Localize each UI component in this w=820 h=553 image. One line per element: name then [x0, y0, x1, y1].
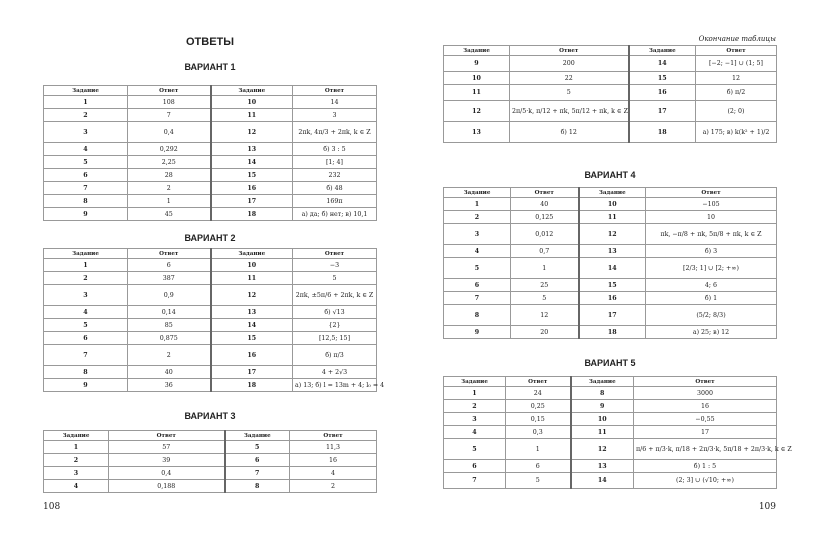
- header-answer: Ответ: [510, 46, 629, 56]
- table-row: [44, 122, 377, 143]
- table-row: [444, 72, 777, 85]
- header-task: Задание: [44, 249, 128, 259]
- table-row: [444, 211, 777, 224]
- continuation-note: Окончание таблицы: [698, 35, 776, 43]
- task-number-cell: 13: [211, 306, 293, 319]
- task-number-cell: 10: [211, 259, 293, 272]
- answer-cell: 2,25: [128, 156, 211, 169]
- table-row: [444, 85, 777, 101]
- answer-cell: 6: [128, 259, 211, 272]
- task-number-cell: 12: [444, 101, 510, 122]
- header-task: Задание: [44, 431, 109, 441]
- task-number-cell: 2: [44, 454, 109, 467]
- answer-cell: 45: [128, 208, 211, 221]
- table-row: [44, 480, 377, 493]
- task-number-cell: 14: [211, 156, 293, 169]
- task-number-cell: 2: [444, 400, 506, 413]
- task-number-cell: 11: [444, 85, 510, 101]
- answer-cell: 4; 6: [646, 279, 777, 292]
- answer-cell: (2; 0): [696, 101, 777, 122]
- answer-cell: 2πk, 4π/3 + 2πk, k ∈ Z: [293, 122, 377, 143]
- header-answer: Ответ: [128, 86, 211, 96]
- task-number-cell: 4: [44, 306, 128, 319]
- task-number-cell: 1: [444, 387, 506, 400]
- table-row: [444, 56, 777, 72]
- answer-cell: 169π: [293, 195, 377, 208]
- answer-cell: 12: [696, 72, 777, 85]
- task-number-cell: 3: [44, 467, 109, 480]
- answer-cell: б) 1 : 5: [634, 460, 777, 473]
- task-number-cell: 3: [44, 122, 128, 143]
- page-number-right: 109: [758, 502, 776, 512]
- answer-cell: 0,012: [511, 224, 579, 245]
- answer-cell: [1; 4]: [293, 156, 377, 169]
- task-number-cell: 14: [579, 258, 646, 279]
- answer-cell: [2/3; 1] ∪ [2; +∞): [646, 258, 777, 279]
- table-row: [44, 454, 377, 467]
- answer-cell: 5: [511, 292, 579, 305]
- task-number-cell: 6: [444, 279, 511, 292]
- task-number-cell: 15: [211, 169, 293, 182]
- task-number-cell: 8: [571, 387, 634, 400]
- answer-cell: б) π/2: [696, 85, 777, 101]
- task-number-cell: 11: [211, 272, 293, 285]
- table-row: [44, 379, 377, 392]
- answer-cell: 0,292: [128, 143, 211, 156]
- answer-cell: 6: [506, 460, 571, 473]
- table-row: [444, 224, 777, 245]
- header-answer: Ответ: [290, 431, 377, 441]
- task-number-cell: 5: [444, 258, 511, 279]
- answer-cell: −105: [646, 198, 777, 211]
- task-number-cell: 16: [211, 182, 293, 195]
- task-number-cell: 12: [579, 224, 646, 245]
- table-row: [44, 259, 377, 272]
- table-row: [44, 272, 377, 285]
- task-number-cell: 6: [44, 169, 128, 182]
- answer-cell: 108: [128, 96, 211, 109]
- table-row: [444, 413, 777, 426]
- answer-cell: 5: [293, 272, 377, 285]
- answer-cell: 0,4: [128, 122, 211, 143]
- answer-cell: [−2; −1] ∪ (1; 5]: [696, 56, 777, 72]
- answer-cell: 0,14: [128, 306, 211, 319]
- task-number-cell: 9: [44, 379, 128, 392]
- task-number-cell: 18: [629, 122, 696, 143]
- answer-cell: 40: [128, 366, 211, 379]
- task-number-cell: 4: [44, 143, 128, 156]
- header-task: Задание: [44, 86, 128, 96]
- answer-cell: 0,9: [128, 285, 211, 306]
- answer-cell: а) 175; в) k(k² + 1)/2: [696, 122, 777, 143]
- answer-cell: 2: [290, 480, 377, 493]
- task-number-cell: 1: [444, 198, 511, 211]
- task-number-cell: 7: [444, 473, 506, 489]
- task-number-cell: 1: [44, 96, 128, 109]
- answer-cell: (2; 3] ∪ (√10; +∞): [634, 473, 777, 489]
- answer-cell: 17: [634, 426, 777, 439]
- answer-cell: а) 25; в) 12: [646, 326, 777, 339]
- task-number-cell: 17: [211, 366, 293, 379]
- task-number-cell: 6: [225, 454, 290, 467]
- task-number-cell: 7: [44, 345, 128, 366]
- task-number-cell: 12: [211, 122, 293, 143]
- variant-3-title: ВАРИАНТ 3: [184, 411, 236, 421]
- task-number-cell: 13: [444, 122, 510, 143]
- answer-cell: б) √13: [293, 306, 377, 319]
- task-number-cell: 12: [571, 439, 634, 460]
- task-number-cell: 9: [571, 400, 634, 413]
- answer-cell: б) π/3: [293, 345, 377, 366]
- answer-cell: 0,875: [128, 332, 211, 345]
- variant-4-title: ВАРИАНТ 4: [584, 170, 636, 180]
- answer-cell: а) да; б) нет; в) 10,1: [293, 208, 377, 221]
- table-row: [44, 332, 377, 345]
- answer-cell: б) 3 : 5: [293, 143, 377, 156]
- answer-cell: (5/2; 8/3): [646, 305, 777, 326]
- variant-2-title: ВАРИАНТ 2: [184, 233, 236, 243]
- header-answer: Ответ: [634, 377, 777, 387]
- task-number-cell: 16: [579, 292, 646, 305]
- answer-cell: π/6 + π/3·k, π/18 + 2π/3·k, 5π/18 + 2π/3·k, k ∈ Z: [634, 439, 777, 460]
- task-number-cell: 12: [211, 285, 293, 306]
- header-task: Задание: [571, 377, 634, 387]
- answer-cell: 1: [511, 258, 579, 279]
- answer-cell: 232: [293, 169, 377, 182]
- answer-cell: 4: [290, 467, 377, 480]
- table-row: [44, 96, 377, 109]
- answer-cell: 7: [128, 109, 211, 122]
- task-number-cell: 9: [44, 208, 128, 221]
- table-row: [444, 101, 777, 122]
- answer-cell: 0,4: [109, 467, 225, 480]
- answer-cell: 39: [109, 454, 225, 467]
- task-number-cell: 3: [444, 413, 506, 426]
- page-title: ОТВЕТЫ: [185, 36, 235, 48]
- table-row: [444, 279, 777, 292]
- answer-cell: 10: [646, 211, 777, 224]
- variant-2-table: [43, 248, 385, 392]
- task-number-cell: 5: [444, 439, 506, 460]
- table-row: [444, 426, 777, 439]
- header-answer: Ответ: [646, 188, 777, 198]
- answer-cell: 36: [128, 379, 211, 392]
- answer-cell: 5: [510, 85, 629, 101]
- task-number-cell: 17: [629, 101, 696, 122]
- task-number-cell: 1: [44, 259, 128, 272]
- task-number-cell: 18: [211, 379, 293, 392]
- task-number-cell: 14: [211, 319, 293, 332]
- answer-cell: 200: [510, 56, 629, 72]
- answer-cell: 16: [634, 400, 777, 413]
- header-task: Задание: [629, 46, 696, 56]
- answer-cell: 24: [506, 387, 571, 400]
- table-row: [44, 109, 377, 122]
- table-row: [444, 305, 777, 326]
- task-number-cell: 4: [44, 480, 109, 493]
- task-number-cell: 4: [444, 426, 506, 439]
- table-row: [444, 122, 777, 143]
- answer-cell: 57: [109, 441, 225, 454]
- task-number-cell: 6: [44, 332, 128, 345]
- answer-cell: −0,55: [634, 413, 777, 426]
- table-row: [444, 326, 777, 339]
- answer-cell: 2: [128, 182, 211, 195]
- task-number-cell: 3: [444, 224, 511, 245]
- task-number-cell: 7: [225, 467, 290, 480]
- answer-cell: [12,5; 15]: [293, 332, 377, 345]
- answer-cell: 2π/5·k, π/12 + πk, 5π/12 + πk, k ∈ Z: [510, 101, 629, 122]
- task-number-cell: 8: [225, 480, 290, 493]
- task-number-cell: 17: [579, 305, 646, 326]
- header-answer: Ответ: [506, 377, 571, 387]
- answer-cell: 20: [511, 326, 579, 339]
- table-row: [44, 319, 377, 332]
- answer-cell: а) 13; б) l = 13m + 4; l₀ = 4: [293, 379, 377, 392]
- variant-1-title: ВАРИАНТ 1: [184, 62, 236, 72]
- task-number-cell: 15: [579, 279, 646, 292]
- table-header-row: [44, 431, 377, 441]
- task-number-cell: 10: [444, 72, 510, 85]
- table-row: [44, 285, 377, 306]
- task-number-cell: 2: [44, 272, 128, 285]
- task-number-cell: 15: [211, 332, 293, 345]
- task-number-cell: 8: [44, 195, 128, 208]
- task-number-cell: 2: [44, 109, 128, 122]
- task-number-cell: 2: [444, 211, 511, 224]
- answer-cell: 11,3: [290, 441, 377, 454]
- task-number-cell: 11: [579, 211, 646, 224]
- header-task: Задание: [579, 188, 646, 198]
- answer-cell: 0,3: [506, 426, 571, 439]
- table-row: [44, 306, 377, 319]
- task-number-cell: 3: [44, 285, 128, 306]
- answer-cell: б) 3: [646, 245, 777, 258]
- table-row: [444, 245, 777, 258]
- answer-cell: 0,25: [506, 400, 571, 413]
- table-row: [444, 292, 777, 305]
- task-number-cell: 5: [44, 156, 128, 169]
- table-row: [444, 460, 777, 473]
- variant-1-table: [43, 85, 377, 221]
- table-row: [444, 387, 777, 400]
- table-header-row: [444, 46, 777, 56]
- task-number-cell: 10: [579, 198, 646, 211]
- task-number-cell: 5: [44, 319, 128, 332]
- answer-cell: 5: [506, 473, 571, 489]
- task-number-cell: 6: [444, 460, 506, 473]
- task-number-cell: 1: [44, 441, 109, 454]
- answer-cell: б) 48: [293, 182, 377, 195]
- header-task: Задание: [225, 431, 290, 441]
- table-row: [44, 182, 377, 195]
- answer-cell: 22: [510, 72, 629, 85]
- answer-cell: б) 12: [510, 122, 629, 143]
- answer-cell: 4 + 2√3: [293, 366, 377, 379]
- answer-cell: πk, −π/8 + πk, 5π/8 + πk, k ∈ Z: [646, 224, 777, 245]
- answer-cell: 1: [506, 439, 571, 460]
- answer-cell: 40: [511, 198, 579, 211]
- answer-cell: 3000: [634, 387, 777, 400]
- table-row: [44, 156, 377, 169]
- answer-cell: 0,125: [511, 211, 579, 224]
- table-row: [444, 198, 777, 211]
- answer-cell: 2πk, ±5π/6 + 2πk, k ∈ Z: [293, 285, 377, 306]
- header-answer: Ответ: [128, 249, 211, 259]
- variant-4-table: [443, 187, 777, 339]
- answer-cell: 387: [128, 272, 211, 285]
- table-row: [444, 258, 777, 279]
- answer-cell: 85: [128, 319, 211, 332]
- answer-cell: 0,15: [506, 413, 571, 426]
- table-row: [44, 143, 377, 156]
- header-answer: Ответ: [696, 46, 777, 56]
- answer-cell: 1: [128, 195, 211, 208]
- answer-cell: 0,188: [109, 480, 225, 493]
- task-number-cell: 10: [211, 96, 293, 109]
- answer-cell: 12: [511, 305, 579, 326]
- header-answer: Ответ: [293, 86, 377, 96]
- answer-cell: 3: [293, 109, 377, 122]
- task-number-cell: 14: [629, 56, 696, 72]
- header-task: Задание: [211, 86, 293, 96]
- answer-cell: {2}: [293, 319, 377, 332]
- variant-3-table: [43, 430, 377, 493]
- table-row: [44, 366, 377, 379]
- answer-cell: 14: [293, 96, 377, 109]
- header-task: Задание: [444, 377, 506, 387]
- table-header-row: [44, 86, 377, 96]
- variant-5-title: ВАРИАНТ 5: [584, 358, 636, 368]
- table-row: [44, 441, 377, 454]
- task-number-cell: 13: [571, 460, 634, 473]
- answer-cell: 0,7: [511, 245, 579, 258]
- task-number-cell: 8: [44, 366, 128, 379]
- table-row: [444, 439, 777, 460]
- task-number-cell: 15: [629, 72, 696, 85]
- answer-cell: 2: [128, 345, 211, 366]
- task-number-cell: 8: [444, 305, 511, 326]
- answer-cell: 16: [290, 454, 377, 467]
- task-number-cell: 11: [571, 426, 634, 439]
- table-header-row: [444, 377, 777, 387]
- table-header-row: [44, 249, 377, 259]
- header-task: Задание: [444, 46, 510, 56]
- table-header-row: [444, 188, 777, 198]
- task-number-cell: 18: [579, 326, 646, 339]
- header-answer: Ответ: [511, 188, 579, 198]
- task-number-cell: 17: [211, 195, 293, 208]
- page-number-left: 108: [43, 502, 61, 512]
- task-number-cell: 9: [444, 326, 511, 339]
- task-number-cell: 16: [211, 345, 293, 366]
- task-number-cell: 5: [225, 441, 290, 454]
- task-number-cell: 16: [629, 85, 696, 101]
- header-task: Задание: [211, 249, 293, 259]
- answer-cell: б) 1: [646, 292, 777, 305]
- table-row: [444, 400, 777, 413]
- answer-cell: 25: [511, 279, 579, 292]
- answer-cell: 28: [128, 169, 211, 182]
- table-row: [44, 345, 377, 366]
- task-number-cell: 11: [211, 109, 293, 122]
- table-row: [444, 473, 777, 489]
- answer-cell: −3: [293, 259, 377, 272]
- variant-5-table: [443, 376, 792, 489]
- table-row: [44, 195, 377, 208]
- task-number-cell: 7: [444, 292, 511, 305]
- header-answer: Ответ: [109, 431, 225, 441]
- task-number-cell: 14: [571, 473, 634, 489]
- header-answer: Ответ: [293, 249, 377, 259]
- task-number-cell: 4: [444, 245, 511, 258]
- task-number-cell: 13: [579, 245, 646, 258]
- task-number-cell: 18: [211, 208, 293, 221]
- task-number-cell: 10: [571, 413, 634, 426]
- variant-3-continuation-table: [443, 45, 777, 143]
- task-number-cell: 9: [444, 56, 510, 72]
- table-row: [44, 169, 377, 182]
- task-number-cell: 7: [44, 182, 128, 195]
- table-row: [44, 467, 377, 480]
- table-row: [44, 208, 377, 221]
- task-number-cell: 13: [211, 143, 293, 156]
- header-task: Задание: [444, 188, 511, 198]
